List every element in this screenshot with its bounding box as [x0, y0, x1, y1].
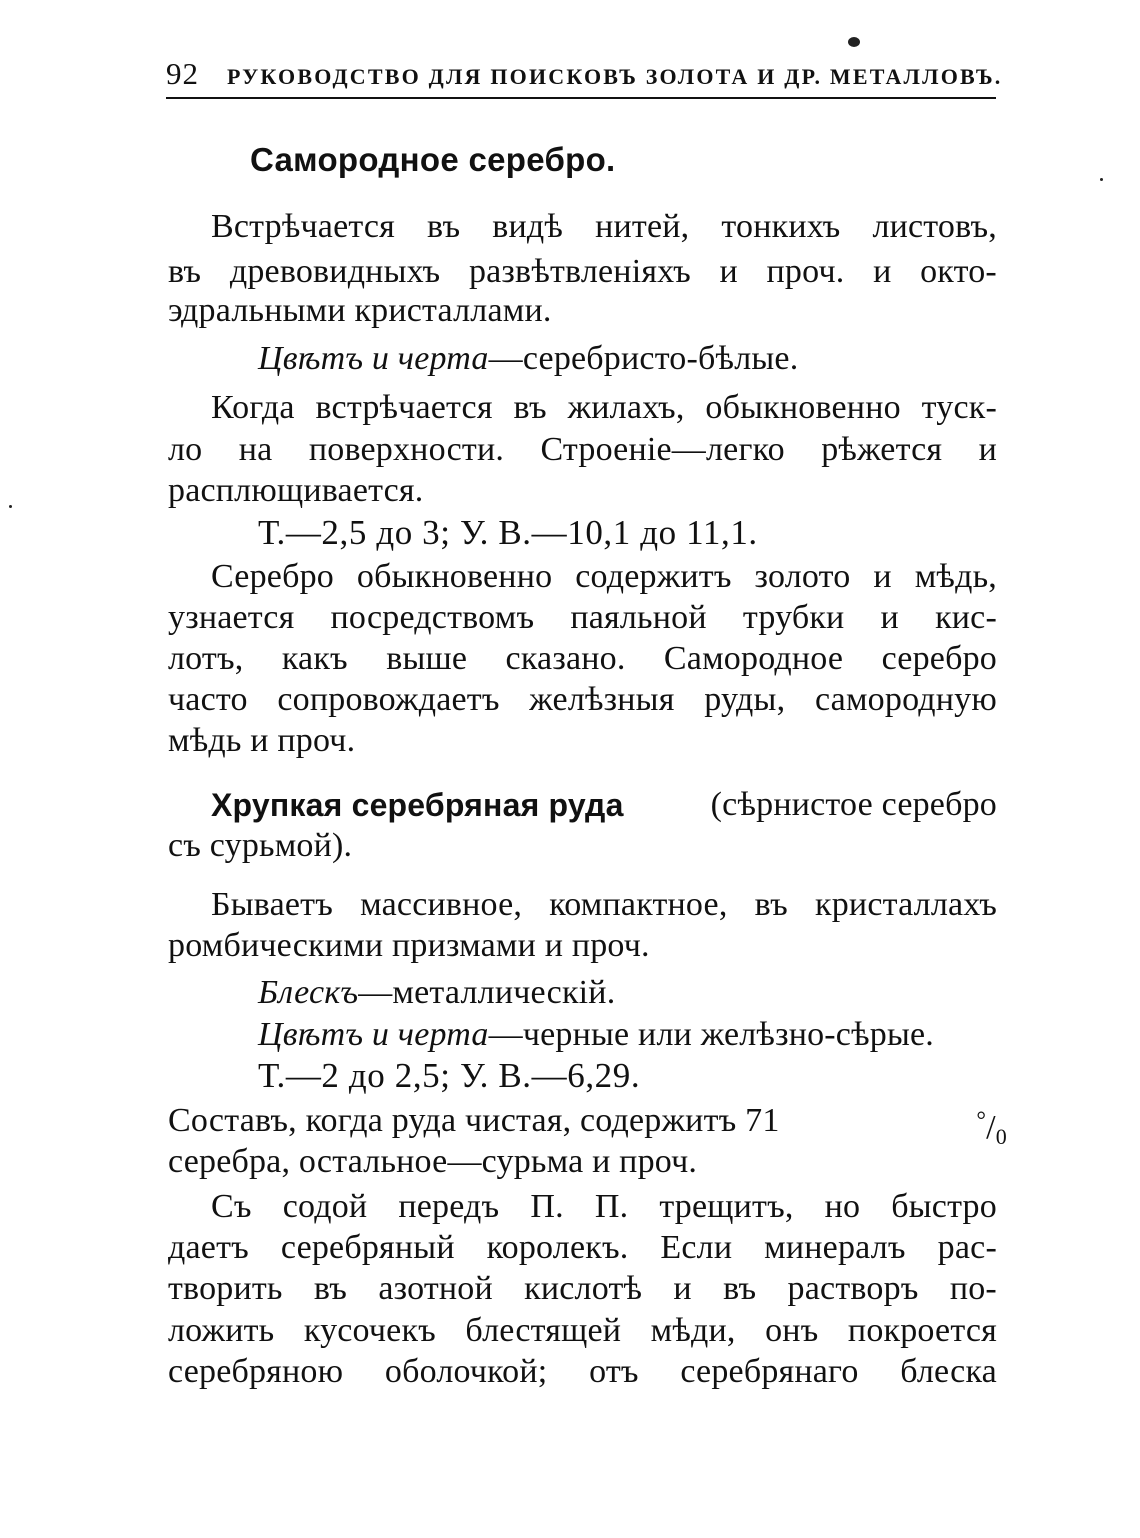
color-property [258, 1015, 934, 1055]
word: но [824, 1188, 861, 1225]
word: кристаллахъ [815, 886, 997, 923]
paragraph-line [211, 207, 997, 247]
word: П. [530, 1188, 564, 1225]
word: отъ [589, 1353, 639, 1390]
word: серебряный [280, 1229, 455, 1266]
word: въ [723, 1270, 757, 1307]
word: Строеніе—легко [540, 431, 785, 468]
paragraph-line [211, 557, 997, 597]
word: кис- [935, 599, 997, 636]
header-rule [166, 97, 996, 99]
word: золото [754, 558, 851, 595]
word: компактное, [549, 886, 728, 923]
word: поверхности. [308, 431, 505, 468]
ink-speck [848, 37, 860, 47]
paragraph-line [168, 1228, 997, 1268]
word: Съ [211, 1188, 252, 1225]
paragraph-line: ромбическими призмами и проч. [168, 927, 650, 964]
paragraph-line [168, 430, 997, 470]
word: обыкновенно [705, 389, 901, 426]
section-heading-bold: Хрупкая серебряная руда [211, 787, 624, 823]
word: по- [949, 1270, 997, 1307]
word: рас- [937, 1229, 997, 1266]
word: серебрянаго [680, 1353, 859, 1390]
word: и [873, 253, 892, 290]
word: въ [513, 389, 547, 426]
word: тонкихъ [721, 208, 841, 245]
word: содой [282, 1188, 368, 1225]
paragraph-line: съ сурьмой). [168, 827, 353, 864]
word: передъ [398, 1188, 500, 1225]
word: древовидныхъ [229, 253, 441, 290]
word: кусочекъ [303, 1312, 436, 1349]
word: мѣдь, [914, 558, 997, 595]
paragraph-line [168, 1311, 997, 1351]
color-property [258, 339, 798, 379]
word: окто- [920, 253, 997, 290]
composition-line [168, 1101, 1007, 1149]
word: лотъ, [168, 640, 244, 677]
word: королекъ. [486, 1229, 629, 1266]
word: серебряною [168, 1353, 344, 1390]
word: выше [386, 640, 468, 677]
color-value: —черные или желѣзно-сѣрые. [488, 1016, 934, 1053]
word: въ [754, 886, 788, 923]
word: какъ [281, 640, 348, 677]
word: проч. [766, 253, 845, 290]
word: кислотѣ [524, 1270, 643, 1307]
word: Если [660, 1229, 733, 1266]
word: содержитъ [575, 558, 732, 595]
color-label: Цвѣтъ и черта [258, 340, 489, 377]
paragraph-line [168, 639, 997, 679]
word: минералъ [764, 1229, 906, 1266]
word: трещитъ, [659, 1188, 794, 1225]
word: Самородное [663, 640, 844, 677]
word: туск- [921, 389, 997, 426]
word: въ [168, 253, 202, 290]
running-head [166, 56, 1003, 92]
word: трубки [742, 599, 845, 636]
word: на [238, 431, 273, 468]
word: жилахъ, [567, 389, 685, 426]
luster-value: —металлическій. [358, 974, 616, 1011]
word: блеска [900, 1353, 997, 1390]
word: растворъ [787, 1270, 919, 1307]
word: ложить [168, 1312, 275, 1349]
word: въ [313, 1270, 348, 1307]
word: и [673, 1270, 692, 1307]
word: рѣжется [821, 431, 943, 468]
page-number: 92 [166, 56, 199, 91]
word: нитей, [595, 208, 690, 245]
word: и [719, 253, 738, 290]
word: желѣзныя [529, 681, 675, 718]
percent-sign: $^\circ/_0$ [976, 1108, 1007, 1149]
word: и [880, 599, 899, 636]
paragraph-line [211, 1187, 997, 1227]
hardness-line: Т.—2,5 до 3; У. В.—10,1 до 11,1. [258, 513, 758, 552]
composition-text: Составъ, когда руда чистая, содержитъ 71 [168, 1102, 780, 1139]
luster-label: Блескъ [258, 974, 359, 1011]
word: развѣтвленіяхъ [468, 253, 691, 290]
word: творить [168, 1270, 283, 1307]
color-value: —серебристо-бѣлые. [488, 340, 799, 377]
section-heading-brittle-silver [211, 785, 997, 825]
word: узнается [168, 599, 295, 636]
paragraph-line: эдральными кристаллами. [168, 292, 552, 329]
paragraph-line [168, 1352, 997, 1392]
word: онъ [765, 1312, 819, 1349]
paragraph-line [168, 252, 997, 292]
word: Серебро [211, 558, 334, 595]
luster-property [258, 973, 615, 1013]
word: блестящей [465, 1312, 622, 1349]
paragraph-line: расплющивается. [168, 472, 424, 509]
hardness-line: Т.—2 до 2,5; У. В.—6,29. [258, 1056, 641, 1095]
paragraph-line [211, 388, 997, 428]
word: видѣ [492, 208, 564, 245]
word: листовъ, [872, 208, 997, 245]
paragraph-line [211, 885, 997, 925]
word: даетъ [168, 1229, 249, 1266]
word: ло [168, 431, 203, 468]
word: руды, [704, 681, 786, 718]
word: мѣди, [650, 1312, 736, 1349]
word: оболочкой; [384, 1353, 548, 1390]
word: встрѣчается [315, 389, 493, 426]
word: сказано. [505, 640, 626, 677]
word: быстро [891, 1188, 997, 1225]
section-heading-rest: (сѣрнистое серебро [710, 786, 997, 823]
color-label: Цвѣтъ и черта [258, 1016, 489, 1053]
word: и [978, 431, 997, 468]
ink-speck [1100, 178, 1103, 181]
word: посредствомъ [330, 599, 535, 636]
word: П. [594, 1188, 629, 1225]
word: массивное, [360, 886, 523, 923]
paragraph-line [168, 598, 997, 638]
word: обыкновенно [356, 558, 553, 595]
word: азотной [378, 1270, 493, 1307]
word: и [873, 558, 892, 595]
word: Когда [211, 389, 295, 426]
running-title: РУКОВОДСТВО ДЛЯ ПОИСКОВЪ ЗОЛОТА И ДР. МЕТАЛЛОВЪ. [227, 64, 1003, 89]
ink-speck [9, 505, 12, 508]
word: Встрѣчается [211, 208, 395, 245]
word: въ [427, 208, 461, 245]
word: покроется [847, 1312, 997, 1349]
word: часто [168, 681, 248, 718]
word: самородную [814, 681, 997, 718]
word: паяльной [570, 599, 707, 636]
word: Бываетъ [211, 886, 333, 923]
word: сопровождаетъ [277, 681, 500, 718]
word: серебро [881, 640, 997, 677]
paragraph-line: серебра, остальное—сурьма и проч. [168, 1143, 698, 1180]
paragraph-line: мѣдь и проч. [168, 722, 356, 759]
paragraph-line [168, 1269, 997, 1309]
paragraph-line [168, 680, 997, 720]
section-heading-native-silver: Самородное серебро. [250, 141, 616, 178]
